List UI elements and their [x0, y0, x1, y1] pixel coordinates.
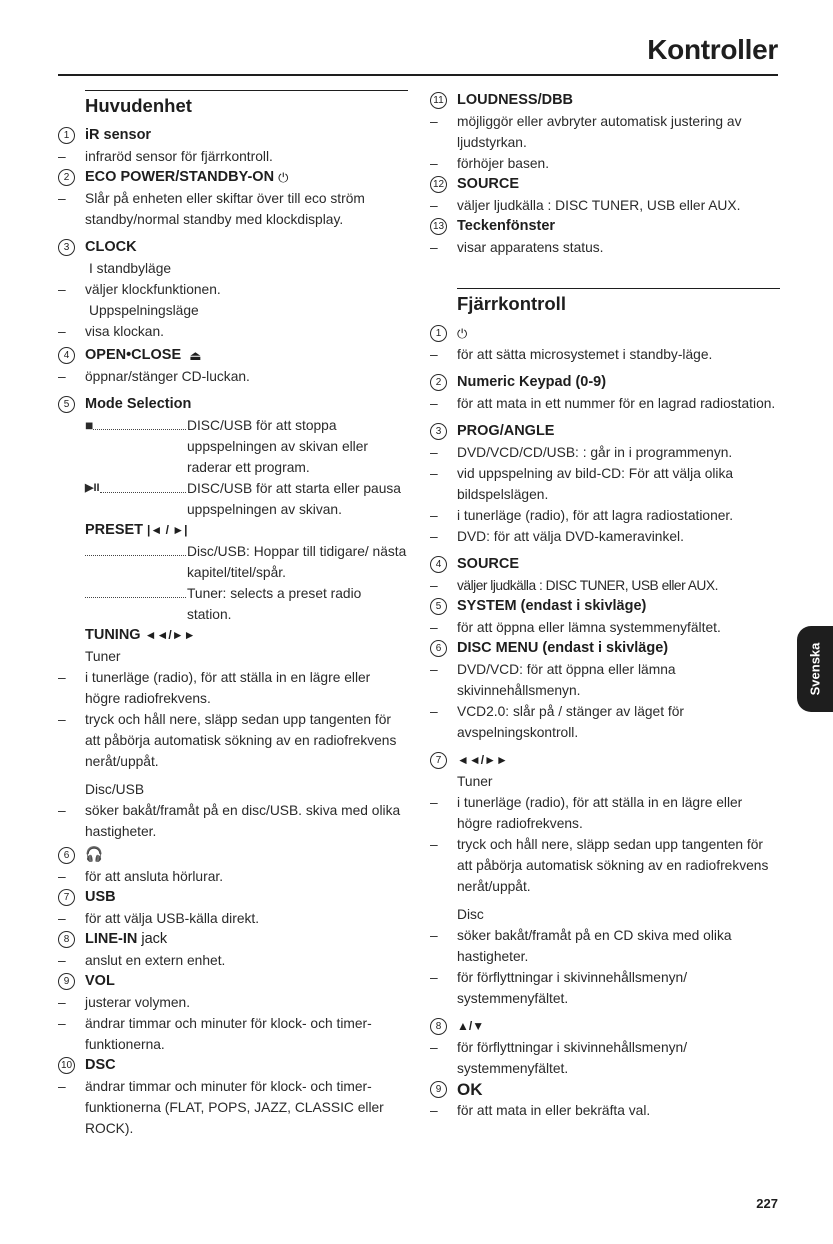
item-number: 6 [430, 640, 447, 657]
item-loudness [430, 90, 780, 111]
power-icon: ⏻ [457, 326, 468, 341]
sub-heading: Disc/USB [85, 782, 145, 797]
play-pause-icon: ▶II [85, 482, 100, 494]
item-number: 2 [430, 374, 447, 391]
item-number: 4 [58, 347, 75, 364]
item-number: 12 [430, 176, 447, 193]
item-number: 11 [430, 92, 447, 109]
list-item: – söker bakåt/framåt på en CD skiva med olika hastigheter. [430, 928, 732, 964]
item-number: 3 [430, 423, 447, 440]
section-rule [457, 288, 780, 289]
left-column [58, 90, 408, 1139]
item-clock [58, 237, 408, 258]
list-item: – väljer klockfunktionen. [58, 282, 221, 297]
list-item: – i tunerläge (radio), för att ställa in en lägre eller högre radiofrekvens. [430, 795, 743, 831]
item-remote-source [430, 554, 780, 575]
rewind-forward-icon: ◄◄/►► [457, 753, 508, 767]
list-item: – förhöjer basen. [430, 156, 550, 171]
sub-heading: Tuner [457, 774, 493, 789]
list-item: – VCD2.0: slår på / stänger av läget för avspelningskontroll. [430, 704, 684, 740]
item-label: Teckenfönster [457, 218, 556, 234]
item-remote-standby [430, 323, 780, 344]
item-number: 7 [430, 752, 447, 769]
item-label: USB [85, 889, 116, 905]
item-prog-angle [430, 421, 780, 442]
item-display [430, 216, 780, 237]
item-label: LINE-IN [85, 931, 138, 947]
item-number: 1 [58, 127, 75, 144]
list-item: – DVD: för att välja DVD-kameravinkel. [430, 529, 684, 544]
item-label: PROG/ANGLE [457, 423, 555, 439]
list-item: – Slår på enheten eller skiftar över till eco ström standby/normal standby med klockdisplay. [58, 191, 365, 227]
sub-heading: Tuner [85, 649, 121, 664]
item-number: 5 [58, 396, 75, 413]
sub-heading: Disc [457, 907, 484, 922]
power-icon: ⏻ [278, 170, 289, 185]
page-number: 227 [756, 1196, 778, 1211]
up-down-icon: ▲/▼ [457, 1019, 485, 1033]
item-label: DSC [85, 1057, 116, 1073]
item-number: 4 [430, 556, 447, 573]
item-ok [430, 1079, 780, 1100]
item-source [430, 174, 780, 195]
item-label: iR sensor [85, 127, 152, 143]
item-label: LOUDNESS/DBB [457, 92, 574, 108]
language-tab: Svenska [797, 626, 833, 712]
item-number: 3 [58, 239, 75, 256]
item-label: SYSTEM (endast i skivläge) [457, 598, 647, 614]
page-title: Kontroller [647, 34, 778, 65]
item-rewind-forward [430, 750, 780, 771]
item-eco-power [58, 167, 408, 188]
list-item: – för att mata in ett nummer för en lagrad radiostation. [430, 396, 776, 411]
item-number: 5 [430, 598, 447, 615]
item-usb [58, 887, 408, 908]
rewind-forward-icon: ◄◄/►► [144, 628, 196, 642]
item-numeric-keypad [430, 372, 780, 393]
list-item: – för förflyttningar i skivinnehållsmenyn/ systemmenyfältet. [430, 970, 688, 1006]
item-label: CLOCK [85, 239, 137, 255]
list-item: – för att mata in eller bekräfta val. [430, 1103, 651, 1118]
mode-row-disc-skip: Disc/USB: Hoppar till tidigare/ nästa kapitel/titel/spår. [58, 541, 408, 583]
item-label: VOL [85, 973, 115, 989]
sub-heading: I standbyläge [89, 261, 172, 276]
item-line-in [58, 929, 408, 950]
sub-heading: Uppspelningsläge [89, 303, 199, 318]
item-label: OK [457, 1080, 483, 1099]
item-disc-menu [430, 638, 780, 659]
section-title-remote: Fjärrkontroll [457, 293, 566, 314]
list-item: – för förflyttningar i skivinnehållsmenyn/ systemmenyfältet. [430, 1040, 688, 1076]
item-label: Numeric Keypad (0-9) [457, 374, 607, 390]
item-number: 9 [58, 973, 75, 990]
list-item: – tryck och håll nere, släpp sedan upp tangenten för att påbörja automatisk sökning av en radiofrekvens neråt/uppåt. [430, 837, 769, 894]
list-item: – infraröd sensor för fjärrkontroll. [58, 149, 273, 164]
list-item: – för att ansluta hörlurar. [58, 869, 224, 884]
section-rule [85, 90, 408, 91]
list-item: – tryck och håll nere, släpp sedan upp tangenten för att påbörja automatisk sökning av en radiofrekvens neråt/uppåt. [58, 712, 397, 769]
list-item: – ändrar timmar och minuter för klock- och timer-funktionerna. [58, 1016, 372, 1052]
list-item: – öppnar/stänger CD-luckan. [58, 369, 250, 384]
list-item: – för att sätta microsystemet i standby-läge. [430, 347, 713, 362]
item-number: 6 [58, 847, 75, 864]
title-rule [58, 74, 778, 76]
item-number: 7 [58, 889, 75, 906]
tuning-heading: TUNING ◄◄/►► [85, 627, 196, 643]
list-item: – i tunerläge (radio), för att ställa in en lägre eller högre radiofrekvens. [58, 670, 371, 706]
mode-row-stop: ■ DISC/USB för att stoppa uppspelningen av skivan eller raderar ett program. [58, 415, 408, 478]
stop-icon: ■ [85, 418, 94, 433]
list-item: – möjliggör eller avbryter automatisk justering av ljudstyrkan. [430, 114, 742, 150]
item-number: 13 [430, 218, 447, 235]
mode-row-play-pause: ▶II DISC/USB för att starta eller pausa uppspelningen av skivan. [58, 478, 408, 520]
item-label-suffix: jack [141, 931, 168, 947]
section-title-main-unit: Huvudenhet [85, 95, 192, 116]
item-vol [58, 971, 408, 992]
list-item: – väljer ljudkälla : DISC TUNER, USB eller AUX. [430, 198, 741, 213]
list-item: – visa klockan. [58, 324, 164, 339]
list-item: – väljer ljudkälla : DISC TUNER, USB eller AUX. [430, 578, 718, 593]
mode-row-tuner-preset: Tuner: selects a preset radio station. [58, 583, 408, 625]
list-item: – ändrar timmar och minuter för klock- och timer-funktionerna (FLAT, POPS, JAZZ, CLASSIC eller ROCK). [58, 1079, 384, 1136]
item-ir-sensor [58, 125, 408, 146]
item-label: SOURCE [457, 176, 520, 192]
preset-heading: PRESET |◄ / ►| [85, 522, 188, 538]
list-item: – söker bakåt/framåt på en disc/USB. skiva med olika hastigheter. [58, 803, 401, 839]
list-item: – visar apparatens status. [430, 240, 604, 255]
item-number: 8 [430, 1018, 447, 1035]
item-up-down [430, 1016, 780, 1037]
list-item: – anslut en extern enhet. [58, 953, 226, 968]
item-number: 9 [430, 1081, 447, 1098]
list-item: – DVD/VCD: för att öppna eller lämna skivinnehållsmenyn. [430, 662, 676, 698]
item-open-close [58, 345, 408, 366]
item-label: DISC MENU (endast i skivläge) [457, 640, 669, 656]
item-label: Mode Selection [85, 396, 192, 412]
item-label: SOURCE [457, 556, 520, 572]
item-label: OPEN•CLOSE [85, 347, 182, 363]
list-item: – för att öppna eller lämna systemmenyfältet. [430, 620, 721, 635]
right-column [430, 90, 780, 1121]
skip-prev-next-icon: |◄ / ►| [147, 523, 188, 537]
item-system [430, 596, 780, 617]
list-item: – DVD/VCD/CD/USB: : går in i programmenyn. [430, 445, 733, 460]
item-dsc [58, 1055, 408, 1076]
item-number: 2 [58, 169, 75, 186]
item-mode-selection [58, 394, 408, 415]
item-number: 10 [58, 1057, 75, 1074]
list-item: – vid uppspelning av bild-CD: För att välja olika bildspelslägen. [430, 466, 734, 502]
item-label: ECO POWER/STANDBY-ON [85, 169, 275, 185]
headphones-icon: 🎧 [85, 847, 104, 863]
item-number: 1 [430, 325, 447, 342]
list-item: – för att välja USB-källa direkt. [58, 911, 260, 926]
list-item: – justerar volymen. [58, 995, 191, 1010]
list-item: – i tunerläge (radio), för att lagra radiostationer. [430, 508, 734, 523]
eject-icon: ⏏ [189, 348, 202, 363]
item-number: 8 [58, 931, 75, 948]
item-headphones [58, 845, 408, 866]
